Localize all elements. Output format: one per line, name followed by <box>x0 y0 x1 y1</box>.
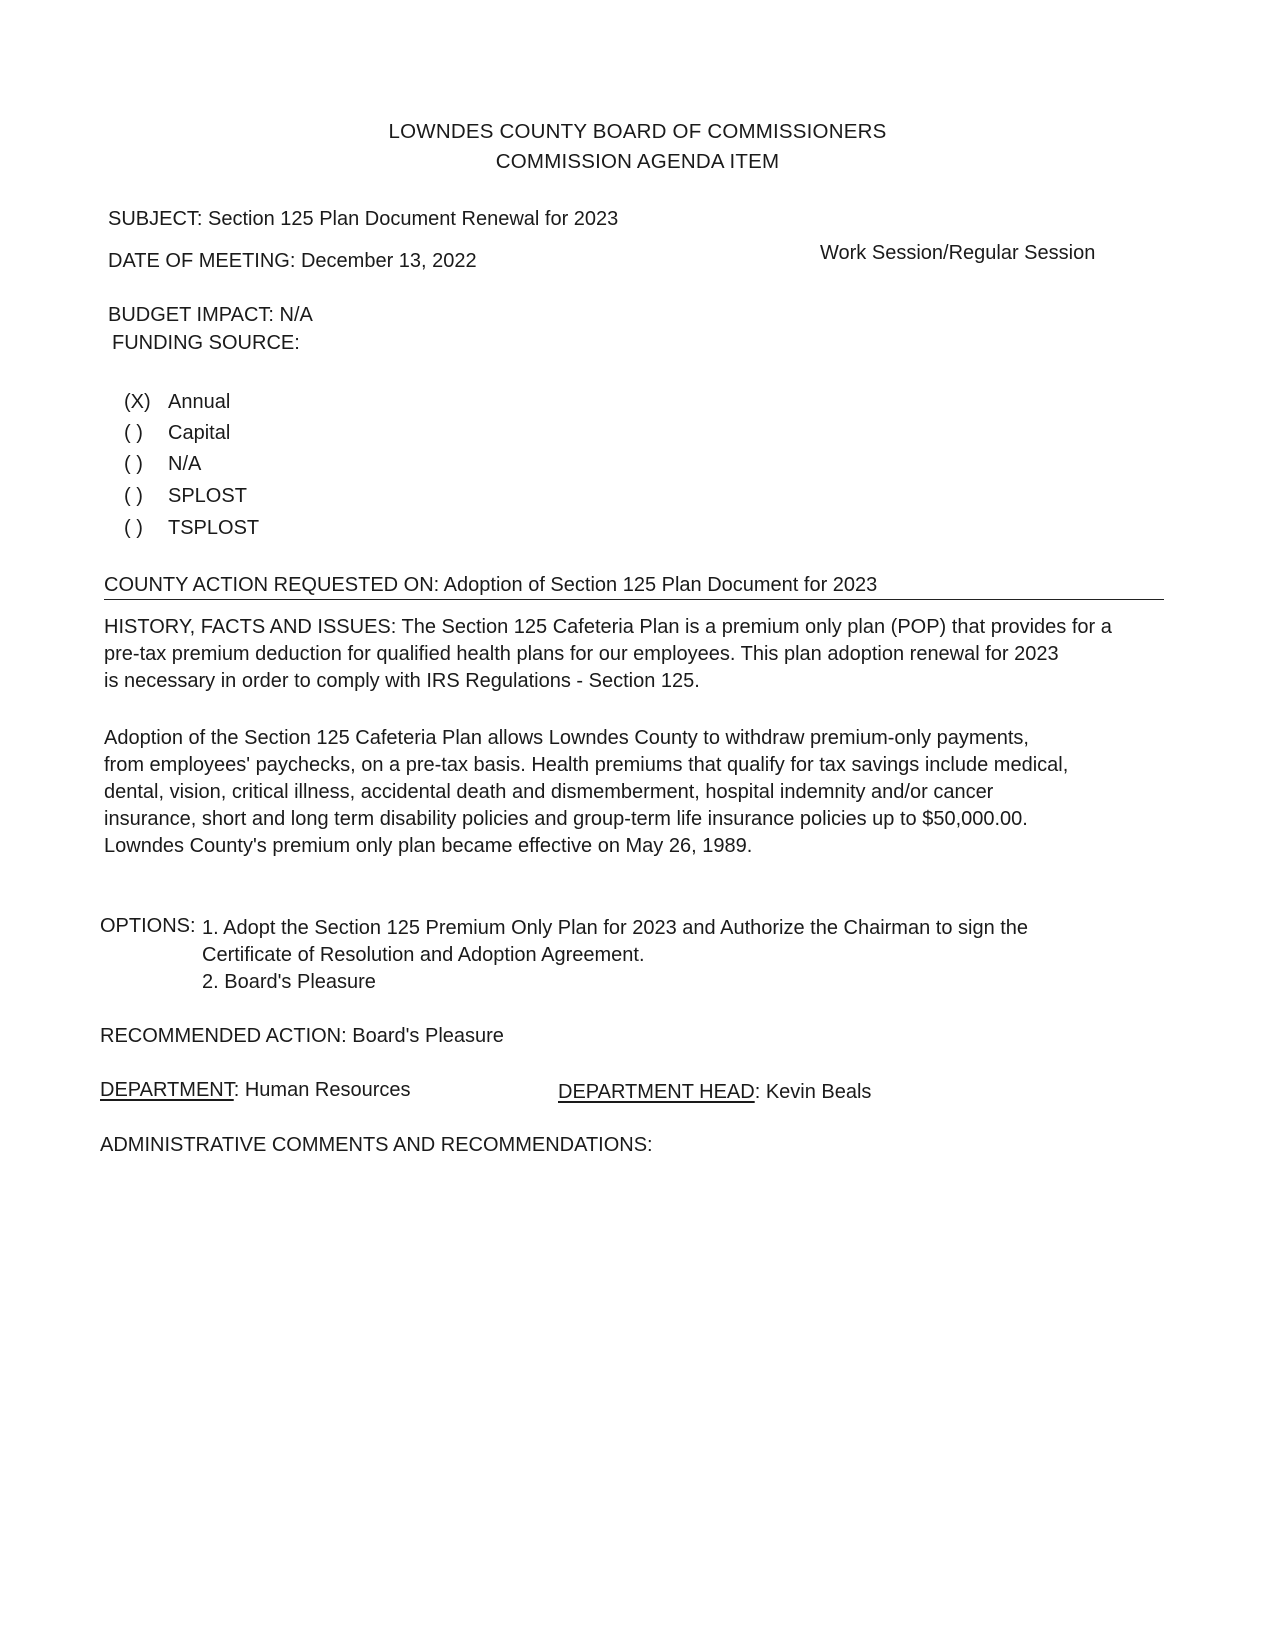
administrative-comments: ADMINISTRATIVE COMMENTS AND RECOMMENDATIONS: <box>100 1134 653 1156</box>
paragraph-line: pre-tax premium deduction for qualified health plans for our employees. This plan adoption renewal for 2023 <box>104 643 1059 665</box>
option-1-continued: Certificate of Resolution and Adoption Agreement. <box>202 944 645 966</box>
option-checkbox-mark: ( ) <box>124 453 143 475</box>
option-checkbox-mark: (X) <box>124 391 151 413</box>
county-action-requested: COUNTY ACTION REQUESTED ON: Adoption of Section 125 Plan Document for 2023 <box>104 574 878 596</box>
option-1: 1. Adopt the Section 125 Premium Only Plan for 2023 and Authorize the Chairman to sign the <box>202 917 1029 939</box>
option-label: TSPLOST <box>168 517 260 539</box>
header-subtitle: COMMISSION AGENDA ITEM <box>495 150 780 173</box>
session-type: Work Session/Regular Session <box>820 242 1096 264</box>
option-label: SPLOST <box>168 485 247 507</box>
history-facts-issues <box>104 614 1164 695</box>
paragraph-line: from employees' paychecks, on a pre-tax basis. Health premiums that qualify for tax savings include medical, <box>104 754 1069 776</box>
paragraph-line: is necessary in order to comply with IRS Regulations - Section 125. <box>104 670 700 692</box>
subject: SUBJECT: Section 125 Plan Document Renewal for 2023 <box>108 208 619 230</box>
option-checkbox-mark: ( ) <box>124 517 143 539</box>
paragraph-line: Adoption of the Section 125 Cafeteria Plan allows Lowndes County to withdraw premium-only payments, <box>104 727 1029 749</box>
paragraph-line: insurance, short and long term disability policies and group-term life insurance policies up to $50,000.00. <box>104 808 1028 830</box>
date-of-meeting: DATE OF MEETING: December 13, 2022 <box>108 250 477 272</box>
paragraph-line: HISTORY, FACTS AND ISSUES: The Section 125 Cafeteria Plan is a premium only plan (POP) that provides for a <box>104 616 1112 638</box>
funding-source-label: FUNDING SOURCE: <box>112 332 300 354</box>
option-checkbox-mark: ( ) <box>124 422 143 444</box>
option-2: 2. Board's Pleasure <box>202 971 376 993</box>
paragraph-line: dental, vision, critical illness, accidental death and dismemberment, hospital indemnity and/or cancer <box>104 781 994 803</box>
option-checkbox-mark: ( ) <box>124 485 143 507</box>
department-head-value: : Kevin Beals <box>754 1081 872 1103</box>
department-value: : Human Resources <box>233 1079 411 1101</box>
department-head <box>558 1079 871 1106</box>
option-label: Annual <box>168 391 231 413</box>
department <box>100 1077 410 1104</box>
department-head-label: DEPARTMENT HEAD <box>558 1081 755 1103</box>
department-label: DEPARTMENT <box>100 1079 234 1101</box>
recommended-action: RECOMMENDED ACTION: Board's Pleasure <box>100 1025 504 1047</box>
option-label: N/A <box>168 453 202 475</box>
options-label: OPTIONS: <box>100 915 196 937</box>
section-divider <box>104 599 1164 600</box>
paragraph-line: Lowndes County's premium only plan became effective on May 26, 1989. <box>104 835 753 857</box>
header-title: LOWNDES COUNTY BOARD OF COMMISSIONERS <box>388 120 887 143</box>
option-label: Capital <box>168 422 231 444</box>
adoption-paragraph <box>104 725 1164 860</box>
budget-impact: BUDGET IMPACT: N/A <box>108 304 313 326</box>
